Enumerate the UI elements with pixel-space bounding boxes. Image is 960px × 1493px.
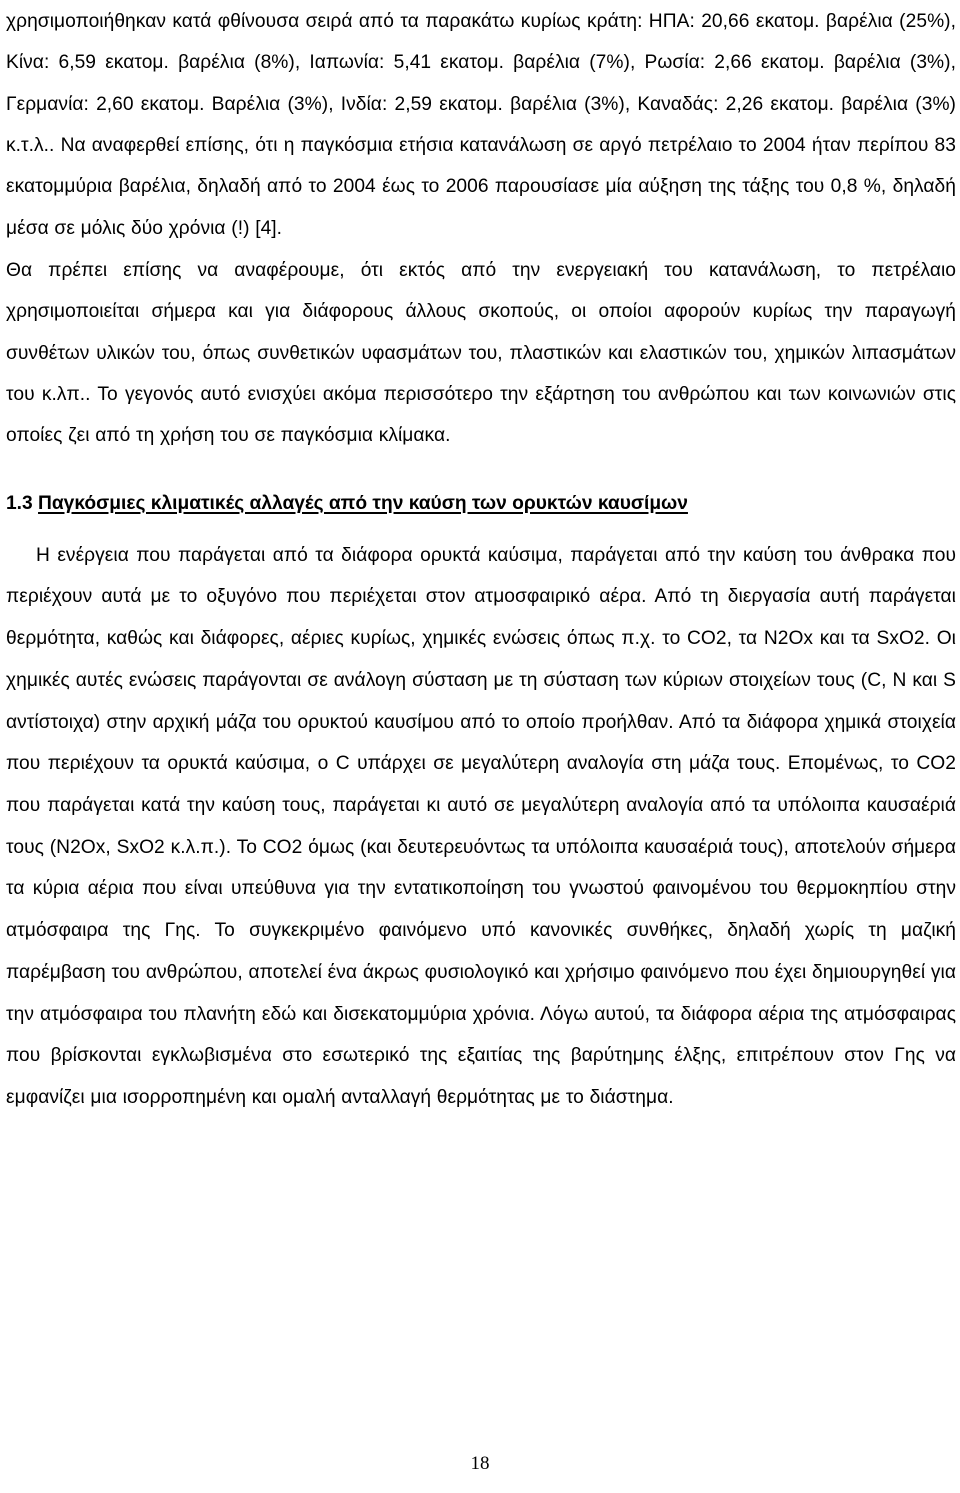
paragraph-fossil-fuel-combustion: Η ενέργεια που παράγεται από τα διάφορα ορυκτά καύσιμα, παράγεται από την καύση του άνθρακα που περιέχουν αυτά με το οξυγόνο που περιέχεται στον ατμοσφαιρικό αέρα. Από τη διεργασία αυτή παράγεται θερμότητα, καθώς και διάφορες, αέριες κυρίως, χημικές ενώσεις όπως π.χ. το CO2, τα N2Ox και τα SxO2. Οι χημικές αυτές ενώσεις παράγονται σε ανάλογη σύσταση με τη σύσταση των κύριων στοιχείων τους (C, N και S αντίστοιχα) στην αρχική μάζα του ορυκτού καυσίμου από το οποίο προήλθαν. Από τα διάφορα χημικά στοιχεία που περιέχουν τα ορυκτά καύσιμα, ο C υπάρχει σε μεγαλύτερη αναλογία στη μάζα τους. Επομένως, το CO2 που παράγεται κατά την καύση τους, παράγεται κι αυτό σε μεγαλύτερη αναλογία από τα υπόλοιπα καυσαέριά τους (N2Ox, SxO2 κ.λ.π.). Το CO2 όμως (και δευτερευόντως τα υπόλοιπα καυσαέριά τους), αποτελούν σήμερα τα κύρια αέρια που είναι υπεύθυνα για την εντατικοποίηση του γνωστού φαινομένου του θερμοκηπίου στην ατμόσφαιρα της Γης. Το συγκεκριμένο φαινόμενο υπό κανονικές συνθήκες, δηλαδή χωρίς τη μαζική παρέμβαση του ανθρώπου, αποτελεί ένα άκρως φυσιολογικό και χρήσιμο φαινόμενο που έχει δημιουργηθεί για την ατμόσφαιρα του πλανήτη εδώ και δισεκατομμύρια χρόνια. Λόγω αυτού, τα διάφορα αέρια της ατμόσφαιρας που βρίσκονται εγκλωβισμένα στο εσωτερικό της εξαιτίας της βαρύτημης έλξης, επιτρέπουν στον Γης να εμφανίζει μια ισορροπημένη και ομαλή ανταλλαγή θερμότητας με το διάστημα. [6,544,956,1108]
paragraph-other-oil-uses: Θα πρέπει επίσης να αναφέρουμε, ότι εκτός από την ενεργειακή του κατανάλωση, το πετρέλαιο χρησιμοποιείται σήμερα και για διάφορους άλλους σκοπούς, οι οποίοι αφορούν κυρίως την παραγωγή συνθέτων υλικών του, όπως συνθετικών υφασμάτων του, πλαστικών και ελαστικών του, χημικών λιπασμάτων του κ.λπ.. Το γεγονός αυτό ενισχύει ακόμα περισσότερο την εξάρτηση του ανθρώπου και των κοινωνιών στις οποίες ζει από τη χρήση του σε παγκόσμια κλίμακα. [6,260,956,447]
paragraph-oil-consumption-by-country: χρησιμοποιήθηκαν κατά φθίνουσα σειρά από τα παρακάτω κυρίως κράτη: ΗΠΑ: 20,66 εκατομ. βαρέλια (25%), Κίνα: 6,59 εκατομ. βαρέλια (8%), Ιαπωνία: 5,41 εκατομ. βαρέλια (7%), Ρωσία: 2,66 εκατομ. βαρέλια (3%), Γερμανία: 2,60 εκατομ. Βαρέλια (3%), Ινδία: 2,59 εκατομ. βαρέλια (3%), Καναδάς: 2,26 εκατομ. βαρέλια (3%) κ.τ.λ.. Να αναφερθεί επίσης, ότι η παγκόσμια ετήσια κατανάλωση σε αργό πετρέλαιο το 2004 ήταν περίπου 83 εκατομμύρια βαρέλια, δηλαδή από το 2004 έως το 2006 παρουσίασε μία αύξηση της τάξης του 0,8 %, δηλαδή μέσα σε μόλις δύο χρόνια (!) [4]. [6,11,956,239]
page-number: 18 [470,1453,490,1474]
page-content [6,0,956,1119]
section-number: 1.3 [6,492,33,514]
section-heading [6,492,956,516]
section-title: Παγκόσμιες κλιματικές αλλαγές από την καύση των ορυκτών καυσίμων [38,492,688,514]
